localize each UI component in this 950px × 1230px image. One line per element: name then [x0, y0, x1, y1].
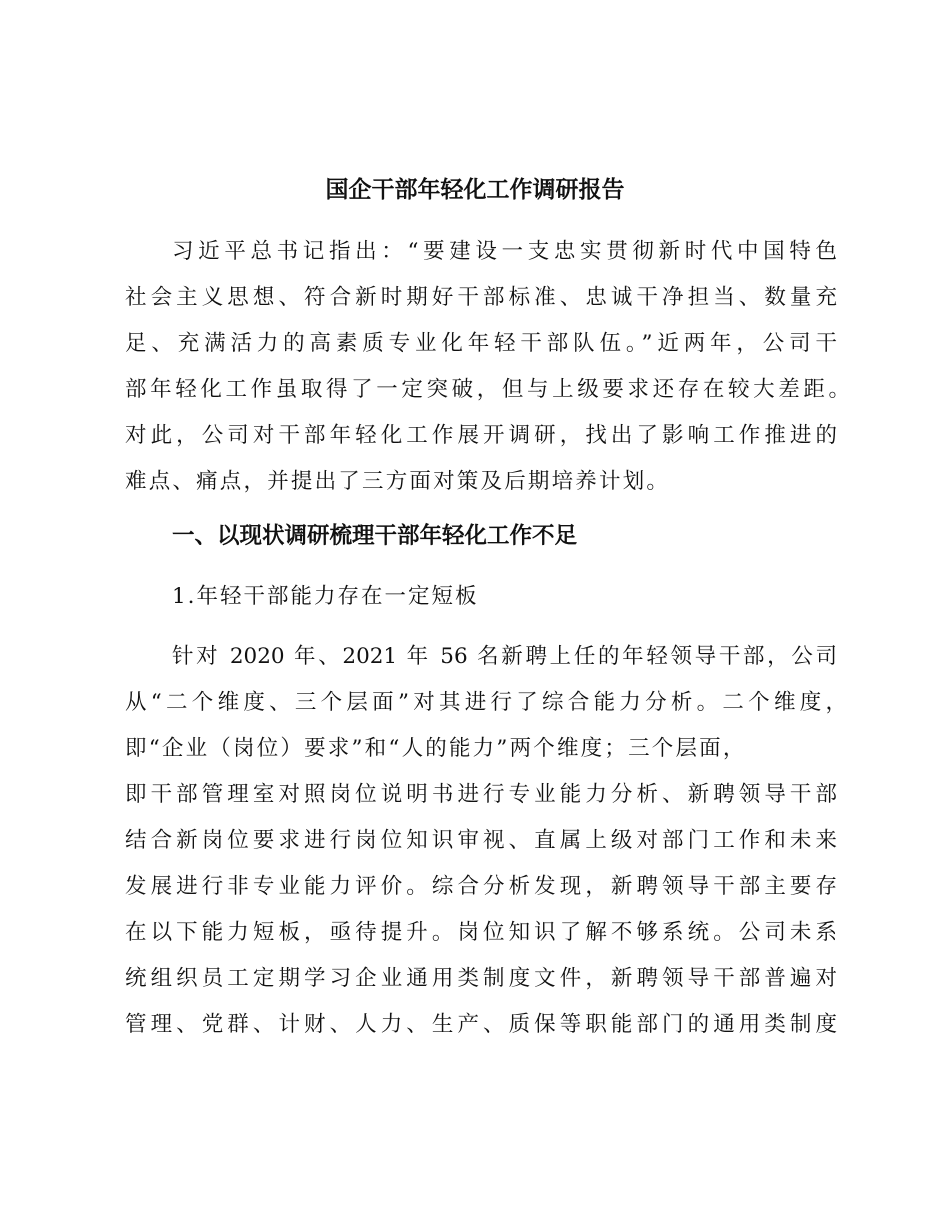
body-line-6: 发展进行非专业能力评价。综合分析发现，新聘领导干部主要存 — [125, 874, 837, 899]
intro-line-1: 习近平总书记指出：“要建设一支忠实贯彻新时代中国特色 — [172, 239, 837, 264]
body-line-8: 统组织员工定期学习企业通用类制度文件，新聘领导干部普遍对 — [125, 966, 837, 991]
body-line-2: 从“二个维度、三个层面”对其进行了综合能力分析。二个维度， — [125, 690, 847, 715]
body-line-1: 针对 2020 年、2021 年 56 名新聘上任的年轻领导干部，公司 — [172, 644, 837, 669]
section-heading: 一、以现状调研梳理干部年轻化工作不足 — [172, 523, 578, 549]
body-line-5: 结合新岗位要求进行岗位知识审视、直属上级对部门工作和未来 — [125, 828, 837, 853]
intro-line-6: 难点、痛点，并提出了三方面对策及后期培养计划。 — [125, 469, 671, 494]
intro-line-4: 部年轻化工作虽取得了一定突破，但与上级要求还存在较大差距。 — [125, 377, 850, 402]
body-line-3: 即“企业（岗位）要求”和“人的能力”两个维度；三个层面， — [125, 736, 747, 761]
document-title: 国企干部年轻化工作调研报告 — [325, 177, 625, 203]
subsection-title: 1.年轻干部能力存在一定短板 — [172, 584, 479, 609]
body-line-9: 管理、党群、计财、人力、生产、质保等职能部门的通用类制度 — [125, 1012, 837, 1037]
intro-line-3: 足、充满活力的高素质专业化年轻干部队伍。”近两年，公司干 — [125, 331, 837, 356]
intro-line-5: 对此，公司对干部年轻化工作展开调研，找出了影响工作推进的 — [125, 423, 837, 448]
body-line-7: 在以下能力短板，亟待提升。岗位知识了解不够系统。公司未系 — [125, 920, 837, 945]
intro-line-2: 社会主义思想、符合新时期好干部标准、忠诚干净担当、数量充 — [125, 285, 837, 310]
body-line-4: 即干部管理室对照岗位说明书进行专业能力分析、新聘领导干部 — [125, 782, 837, 807]
